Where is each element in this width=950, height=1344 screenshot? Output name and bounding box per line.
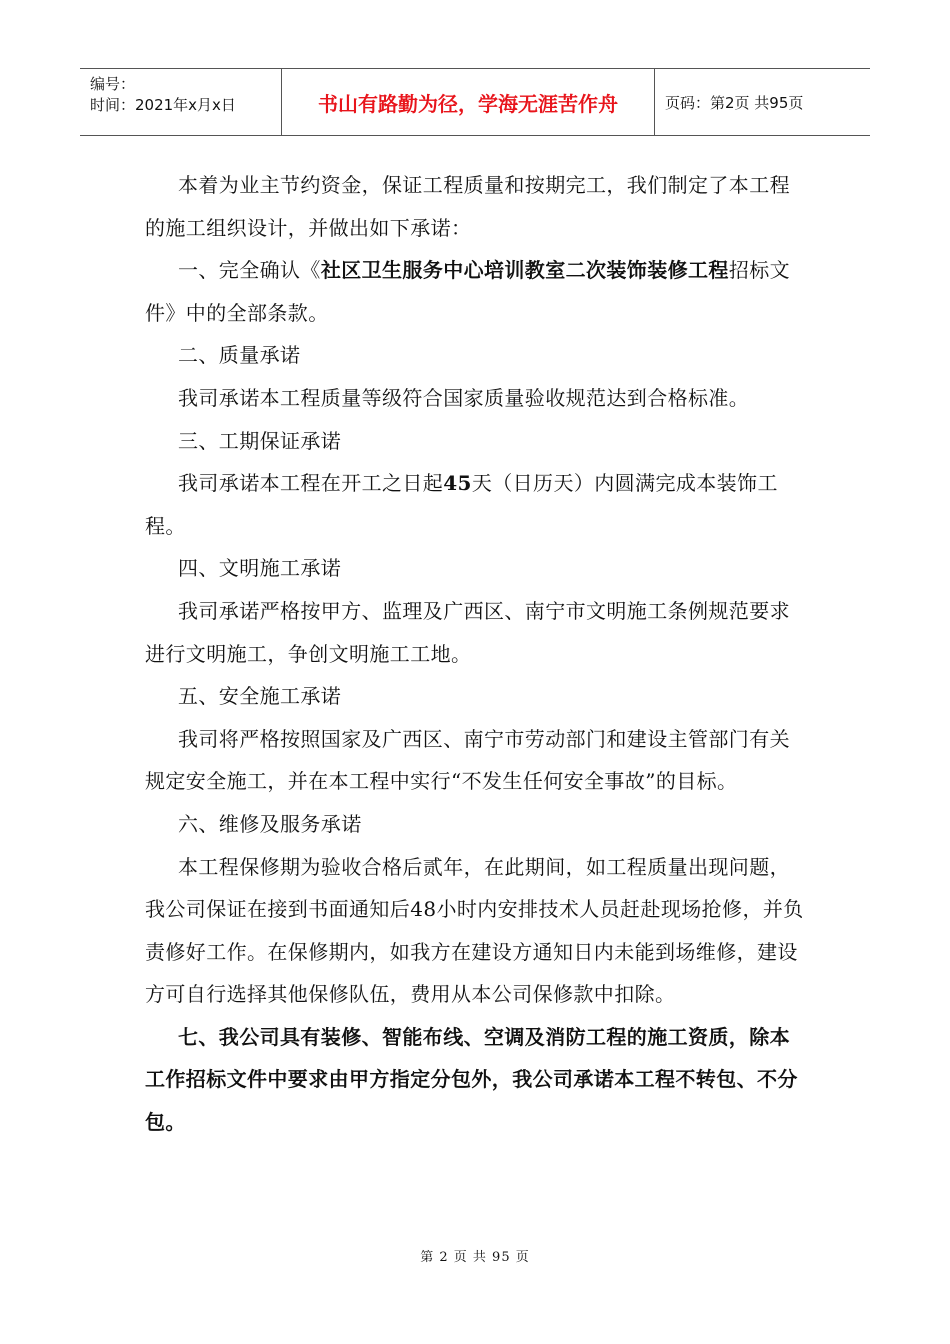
header-page-info: 页码：第2页 共95页 [665,93,804,112]
item-6-title: 六、维修及服务承诺 [178,811,362,836]
page-footer: 第 2 页 共 95 页 [420,1250,530,1265]
item-3-title: 三、工期保证承诺 [178,428,342,453]
item-2-text: 我司承诺本工程质量等级符合国家质量验收规范达到合格标准。 [178,385,750,410]
code-label: 编号： [90,75,136,93]
item-1-prefix: 一、完全确认《 [178,258,321,283]
item-3-text [145,462,810,547]
item-1-paragraph [145,249,810,334]
item-4-text: 我司承诺严格按甲方、监理及广西区、南宁市文明施工条例规范要求进行文明施工，争创文明施工工地。 [145,598,790,666]
item-1-suffix: 招标文件》中的全部条款。 [145,258,791,325]
intro-paragraph: 本着为业主节约资金，保证工程质量和按期完工，我们制定了本工程的施工组织设计，并做出如下承诺： [145,173,790,240]
item-3-suffix: 天（日历天）内圆满完成本装饰工程。 [145,471,778,538]
item-5-title: 五、安全施工承诺 [178,684,342,709]
page-header [80,68,870,136]
item-3-prefix: 我司承诺本工程在开工之日起 [178,471,444,496]
header-motto: 书山有路勤为径，学海无涯苦作舟 [281,69,655,135]
item-5-text: 我司将严格按照国家及广西区、南宁市劳动部门和建设主管部门有关规定安全施工，并在本工程中实行“不发生任何安全事故”的目标。 [145,726,790,794]
item-2-title: 二、质量承诺 [178,343,301,368]
project-name: 社区卫生服务中心培训教室二次装饰装修工程 [320,258,729,283]
document-body [145,164,810,1144]
item-7-text: 七、我公司具有装修、智能布线、空调及消防工程的施工资质，除本工作招标文件中要求由甲方指定分包外，我公司承诺本工程不转包、不分包。 [145,1024,798,1135]
item-4-title: 四、文明施工承诺 [178,556,342,581]
duration-days: 45 [443,471,472,496]
time-label: 时间：2021年x月x日 [90,96,236,114]
item-6-text: 本工程保修期为验收合格后贰年，在此期间，如工程质量出现问题，我公司保证在接到书面通知后48小时内安排技术人员赶赴现场抢修，并负责修好工作。在保修期内，如我方在建设方通知日内未能到场维修，建设方可自行选择其他保修队伍，费用从本公司保修款中扣除。 [145,854,804,1007]
header-meta [80,69,281,135]
